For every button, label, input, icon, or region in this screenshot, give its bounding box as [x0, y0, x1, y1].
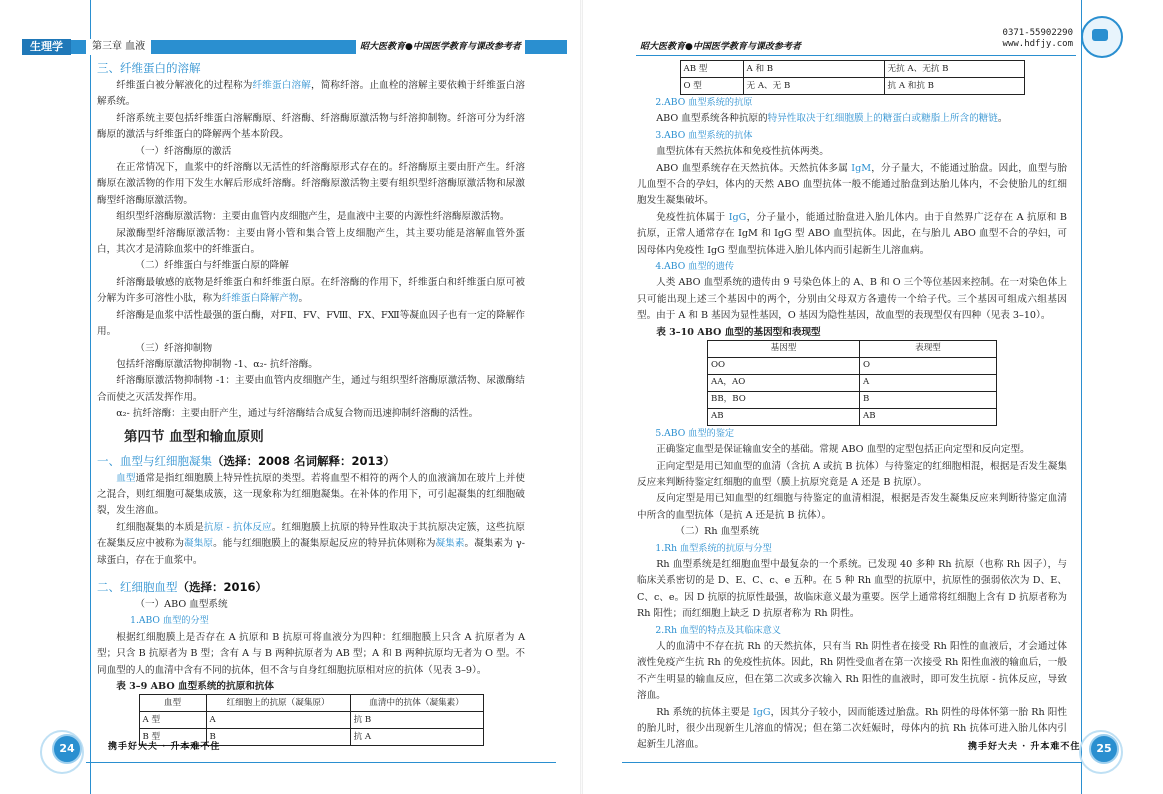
- table-row: [680, 78, 1024, 95]
- paragraph: 纤溶酶是血浆中活性最强的蛋白酶，对FⅡ、FⅤ、FⅧ、FⅩ、FⅫ等凝血因子也有一定的降解作用。: [97, 309, 525, 338]
- footer-rule: [622, 762, 1082, 763]
- right-margin-rule: [1081, 0, 1082, 794]
- table-cell: BB，BO: [708, 391, 860, 408]
- footer-slogan: 携手好大夫 · 升本难不住: [108, 742, 221, 752]
- table-cell: AB 型: [680, 61, 743, 78]
- left-margin-rule: [90, 0, 91, 794]
- subheading: （二）纤维蛋白与纤维蛋白原的降解: [135, 260, 289, 272]
- table-cell: A: [860, 374, 997, 391]
- table-cell: 无 A、无 B: [743, 78, 884, 95]
- footer-rule: [86, 762, 556, 763]
- series-banner: 昭大医教育●中国医学教育与课改参考者: [356, 39, 525, 55]
- left-page: [0, 0, 581, 794]
- table-cell: AA，AO: [708, 374, 860, 391]
- table-header-row: [708, 340, 997, 357]
- paragraph: 纤溶系统主要包括纤维蛋白溶解酶原、纤溶酶、纤溶酶原激活物与纤溶抑制物。纤溶可分为纤溶酶原的激活与纤维蛋白的降解两个基本阶段。: [97, 112, 525, 141]
- table-caption: 表 3–9 ABO 血型系统的抗原和抗体: [116, 681, 274, 692]
- paragraph: 在正常情况下，血浆中的纤溶酶以无活性的纤溶酶原形式存在的。纤溶酶原主要由肝产生。纤溶酶原在激活物的作用下发生水解后形成纤溶酶。纤溶酶原激活物主要有组织型纤溶酶原激活物和尿激酶型纤溶酶原激活物。: [97, 162, 525, 206]
- table-row: [139, 712, 483, 729]
- subheading: （三）纤溶抑制物: [135, 342, 213, 354]
- table-row: [680, 61, 1024, 78]
- table-row: [708, 408, 997, 425]
- paragraph: α₂- 抗纤溶酶：主要由肝产生，通过与纤溶酶结合成复合物而迅速抑制纤溶酶的活性。: [116, 408, 479, 420]
- left-content: [97, 58, 525, 746]
- paragraph: 免疫性抗体属于 IgG，分子量小，能通过胎盘进入胎儿体内。由于自然界广泛存在 A 抗原和 B 抗原，正常人通常存在 IgM 和 IgG 型 ABO 血型抗体。因此，在与胎儿 ABO 血型不合的孕妇，可因母体内免疫性 IgG 型血型抗体进入胎儿体内而引起新生儿溶血病。: [637, 211, 1067, 256]
- table-row: [708, 374, 997, 391]
- table-cell: O 型: [680, 78, 743, 95]
- section-title: 第四节 血型和输血原则: [124, 428, 264, 445]
- heading-rbc-blood-group: 二、红细胞血型（选择：2016）: [97, 579, 268, 594]
- table-row: [708, 391, 997, 408]
- paragraph: 根据红细胞膜上是否存在 A 抗原和 B 抗原可将血液分为四种：红细胞膜上只含 A 抗原者为 A 型；只含 B 抗原者为 B 型；含有 A 与 B 两种抗原者为 AB 型；A 和 B 两种抗原均无者为 O 型。不同血型的人的血清中含有不同的抗体，但不含与自身红细胞抗原相对应的抗体（见表 3–9）。: [97, 631, 525, 676]
- phone-number: 0371-55902290: [1002, 28, 1073, 38]
- table-cell: AB: [860, 408, 997, 425]
- table-cell: B: [860, 391, 997, 408]
- minor-heading: 3.ABO 血型系统的抗体: [655, 129, 753, 141]
- table-header: 红细胞上的抗原（凝集原）: [206, 695, 350, 712]
- footer-slogan: 携手好大夫 · 升本难不住: [968, 742, 1081, 752]
- table-cell: 抗 A: [350, 729, 483, 746]
- paragraph: 组织型纤溶酶原激活物：主要由血管内皮细胞产生，是血液中主要的内源性纤溶酶原激活物。: [116, 211, 510, 223]
- table-cell: A 和 B: [743, 61, 884, 78]
- table-cell: 无抗 A、无抗 B: [884, 61, 1024, 78]
- paragraph: Rh 系统的抗体主要是 IgG，因其分子较小，因而能透过胎盘。Rh 阴性的母体怀第一胎 Rh 阳性的胎儿时，很少出现新生儿溶血的情况；但在第二次妊娠时，母体内的抗 Rh 抗体可进入胎儿体内引起新生儿溶血。: [637, 706, 1067, 751]
- table-cell: AB: [708, 408, 860, 425]
- table-caption: 表 3–10 ABO 血型的基因型和表现型: [656, 326, 821, 338]
- subheading: （一）ABO 血型系统: [135, 598, 228, 610]
- page-number: 24: [52, 734, 82, 764]
- paragraph: 包括纤溶酶原激活物抑制物 -1、α₂- 抗纤溶酶。: [116, 358, 318, 370]
- page-number: 25: [1089, 734, 1119, 764]
- right-page: [582, 0, 1163, 794]
- paragraph: 纤维蛋白被分解液化的过程称为纤维蛋白溶解，简称纤溶。止血栓的溶解主要依赖于纤维蛋白溶解系统。: [97, 80, 526, 108]
- paragraph: 纤溶酶原激活物抑制物 -1：主要由血管内皮细胞产生，通过与组织型纤溶酶原激活物、尿激酶结合而使之灭活发挥作用。: [97, 375, 525, 403]
- paragraph: 正确鉴定血型是保证输血安全的基础。常规 ABO 血型的定型包括正向定型和反向定型。: [656, 444, 1030, 456]
- minor-heading: 1.ABO 血型的分型: [130, 615, 209, 627]
- table-header: 血清中的抗体（凝集素）: [350, 695, 483, 712]
- series-banner: 昭大医教育●中国医学教育与课改参考者: [636, 39, 805, 55]
- paragraph: 血型抗体有天然抗体和免疫性抗体两类。: [656, 146, 829, 158]
- paragraph: 人的血清中不存在抗 Rh 的天然抗体，只有当 Rh 阴性者在接受 Rh 阳性的血液后，才会通过体液性免疫产生抗 Rh 的免疫性抗体。因此，Rh 阴性受血者在第一次接受 Rh 阳性血液的输血后，一般不产生明显的输血反应，但在第二次或多次输入 Rh 阳性的血液时，即可发生抗原 - 抗体反应，导致溶血。: [637, 640, 1067, 702]
- minor-heading: 5.ABO 血型的鉴定: [655, 427, 735, 439]
- table-cell: A 型: [139, 712, 206, 729]
- abo-antigen-table-continued: [680, 60, 1025, 95]
- publisher-logo-icon: [1081, 16, 1123, 58]
- table-cell: OO: [708, 357, 860, 374]
- subheading: （一）纤溶酶原的激活: [135, 145, 232, 157]
- paragraph: 红细胞凝集的本质是抗原 - 抗体反应。红细胞膜上抗原的特异性取决于其抗原决定簇，这些抗原在凝集反应中被称为凝集原。能与红细胞膜上的凝集原起反应的特异抗体则称为凝集素。凝集素为 γ- 球蛋白，存在于血浆中。: [97, 521, 526, 566]
- abo-genotype-table: [707, 340, 997, 426]
- right-content: [637, 60, 1067, 754]
- paragraph: 人类 ABO 血型系统的遗传由 9 号染色体上的 A、B 和 O 三个等位基因来控制。在一对染色体上只可能出现上述三个基因中的两个，分别由父母双方各遗传一个给子代。三个基因可组成六组基因型。由于 A 和 B 基因为显性基因，O 基因为隐性基因，故血型的表现型仅有四种（见表 3–10）。: [637, 277, 1067, 322]
- paragraph: 纤溶酶最敏感的底物是纤维蛋白和纤维蛋白原。在纤溶酶的作用下，纤维蛋白和纤维蛋白原可被分解为许多可溶性小肽，称为纤维蛋白降解产物。: [97, 276, 525, 305]
- chapter-label: 第三章 血液: [86, 39, 151, 55]
- website-url: www.hdfjy.com: [1002, 39, 1073, 49]
- paragraph: 尿激酶型纤溶酶原激活物：主要由肾小管和集合管上皮细胞产生，其主要功能是溶解血管外蛋白，其次才是清除血浆中的纤维蛋白。: [97, 227, 525, 256]
- minor-heading: 2.ABO 血型系统的抗原: [655, 97, 753, 108]
- table-header-row: [139, 695, 483, 712]
- heading-fibrinolysis: 三、纤维蛋白的溶解: [97, 61, 201, 75]
- table-cell: 抗 A 和抗 B: [884, 78, 1024, 95]
- paragraph: ABO 血型系统各种抗原的特异性取决于红细胞膜上的糖蛋白或糖脂上所含的糖链。: [656, 113, 1008, 125]
- table-header: 表现型: [860, 340, 997, 357]
- header-rule: [636, 55, 1076, 56]
- minor-heading: 4.ABO 血型的遗传: [655, 261, 735, 273]
- table-cell: B 型: [139, 729, 206, 746]
- minor-heading: 1.Rh 血型系统的抗原与分型: [655, 542, 772, 554]
- heading-blood-group: 一、血型与红细胞凝集（选择：2008 名词解释：2013）: [97, 453, 396, 468]
- table-header: 基因型: [708, 340, 860, 357]
- paragraph: 正向定型是用已知血型的血清（含抗 A 或抗 B 抗体）与待鉴定的红细胞相混，根据是否发生凝集反应来判断待鉴定红细胞的血型（膜上抗原究竟是 A 还是 B 抗原）。: [637, 460, 1067, 488]
- subject-tag: 生理学: [22, 39, 71, 55]
- paragraph: ABO 血型系统存在天然抗体。天然抗体多属 IgM，分子量大，不能通过胎盘。因此，血型与胎儿血型不合的孕妇，体内的天然 ABO 血型抗体一般不能通过胎盘到达胎儿体内，不会使胎儿的红细胞发生凝集破坏。: [637, 162, 1067, 207]
- table-cell: 抗 B: [350, 712, 483, 729]
- minor-heading: 2.Rh 血型的特点及其临床意义: [655, 624, 781, 636]
- subheading: （二）Rh 血型系统: [675, 526, 759, 538]
- table-header: 血型: [139, 695, 206, 712]
- paragraph: 反向定型是用已知血型的红细胞与待鉴定的血清相混，根据是否发生凝集反应来判断待鉴定血清中所含的血型抗体（是抗 A 还是抗 B 抗体）。: [637, 493, 1067, 521]
- paragraph: 血型通常是指红细胞膜上特异性抗原的类型。若将血型不相符的两个人的血液滴加在玻片上并使之混合，则红细胞可凝集成簇，这一现象称为红细胞凝集。在补体的作用下，可引起凝集的红细胞破裂，发生溶血。: [97, 472, 526, 517]
- paragraph: Rh 血型系统是红细胞血型中最复杂的一个系统。已发现 40 多种 Rh 抗原（也称 Rh 因子），与临床关系密切的是 D、E、C、c、e 五种。在 5 种 Rh 血型的抗原中，抗原性的强弱依次为 D、E、C、c、e。因 D 抗原的抗原性最强，故临床意义最为重要。医学上通常将红细胞上含有 D 抗原者称为 Rh 阳性；而红细胞上缺乏 D 抗原者称为 Rh 阴性。: [637, 558, 1067, 620]
- table-cell: B: [206, 729, 350, 746]
- table-row: [708, 357, 997, 374]
- table-cell: A: [206, 712, 350, 729]
- table-cell: O: [860, 357, 997, 374]
